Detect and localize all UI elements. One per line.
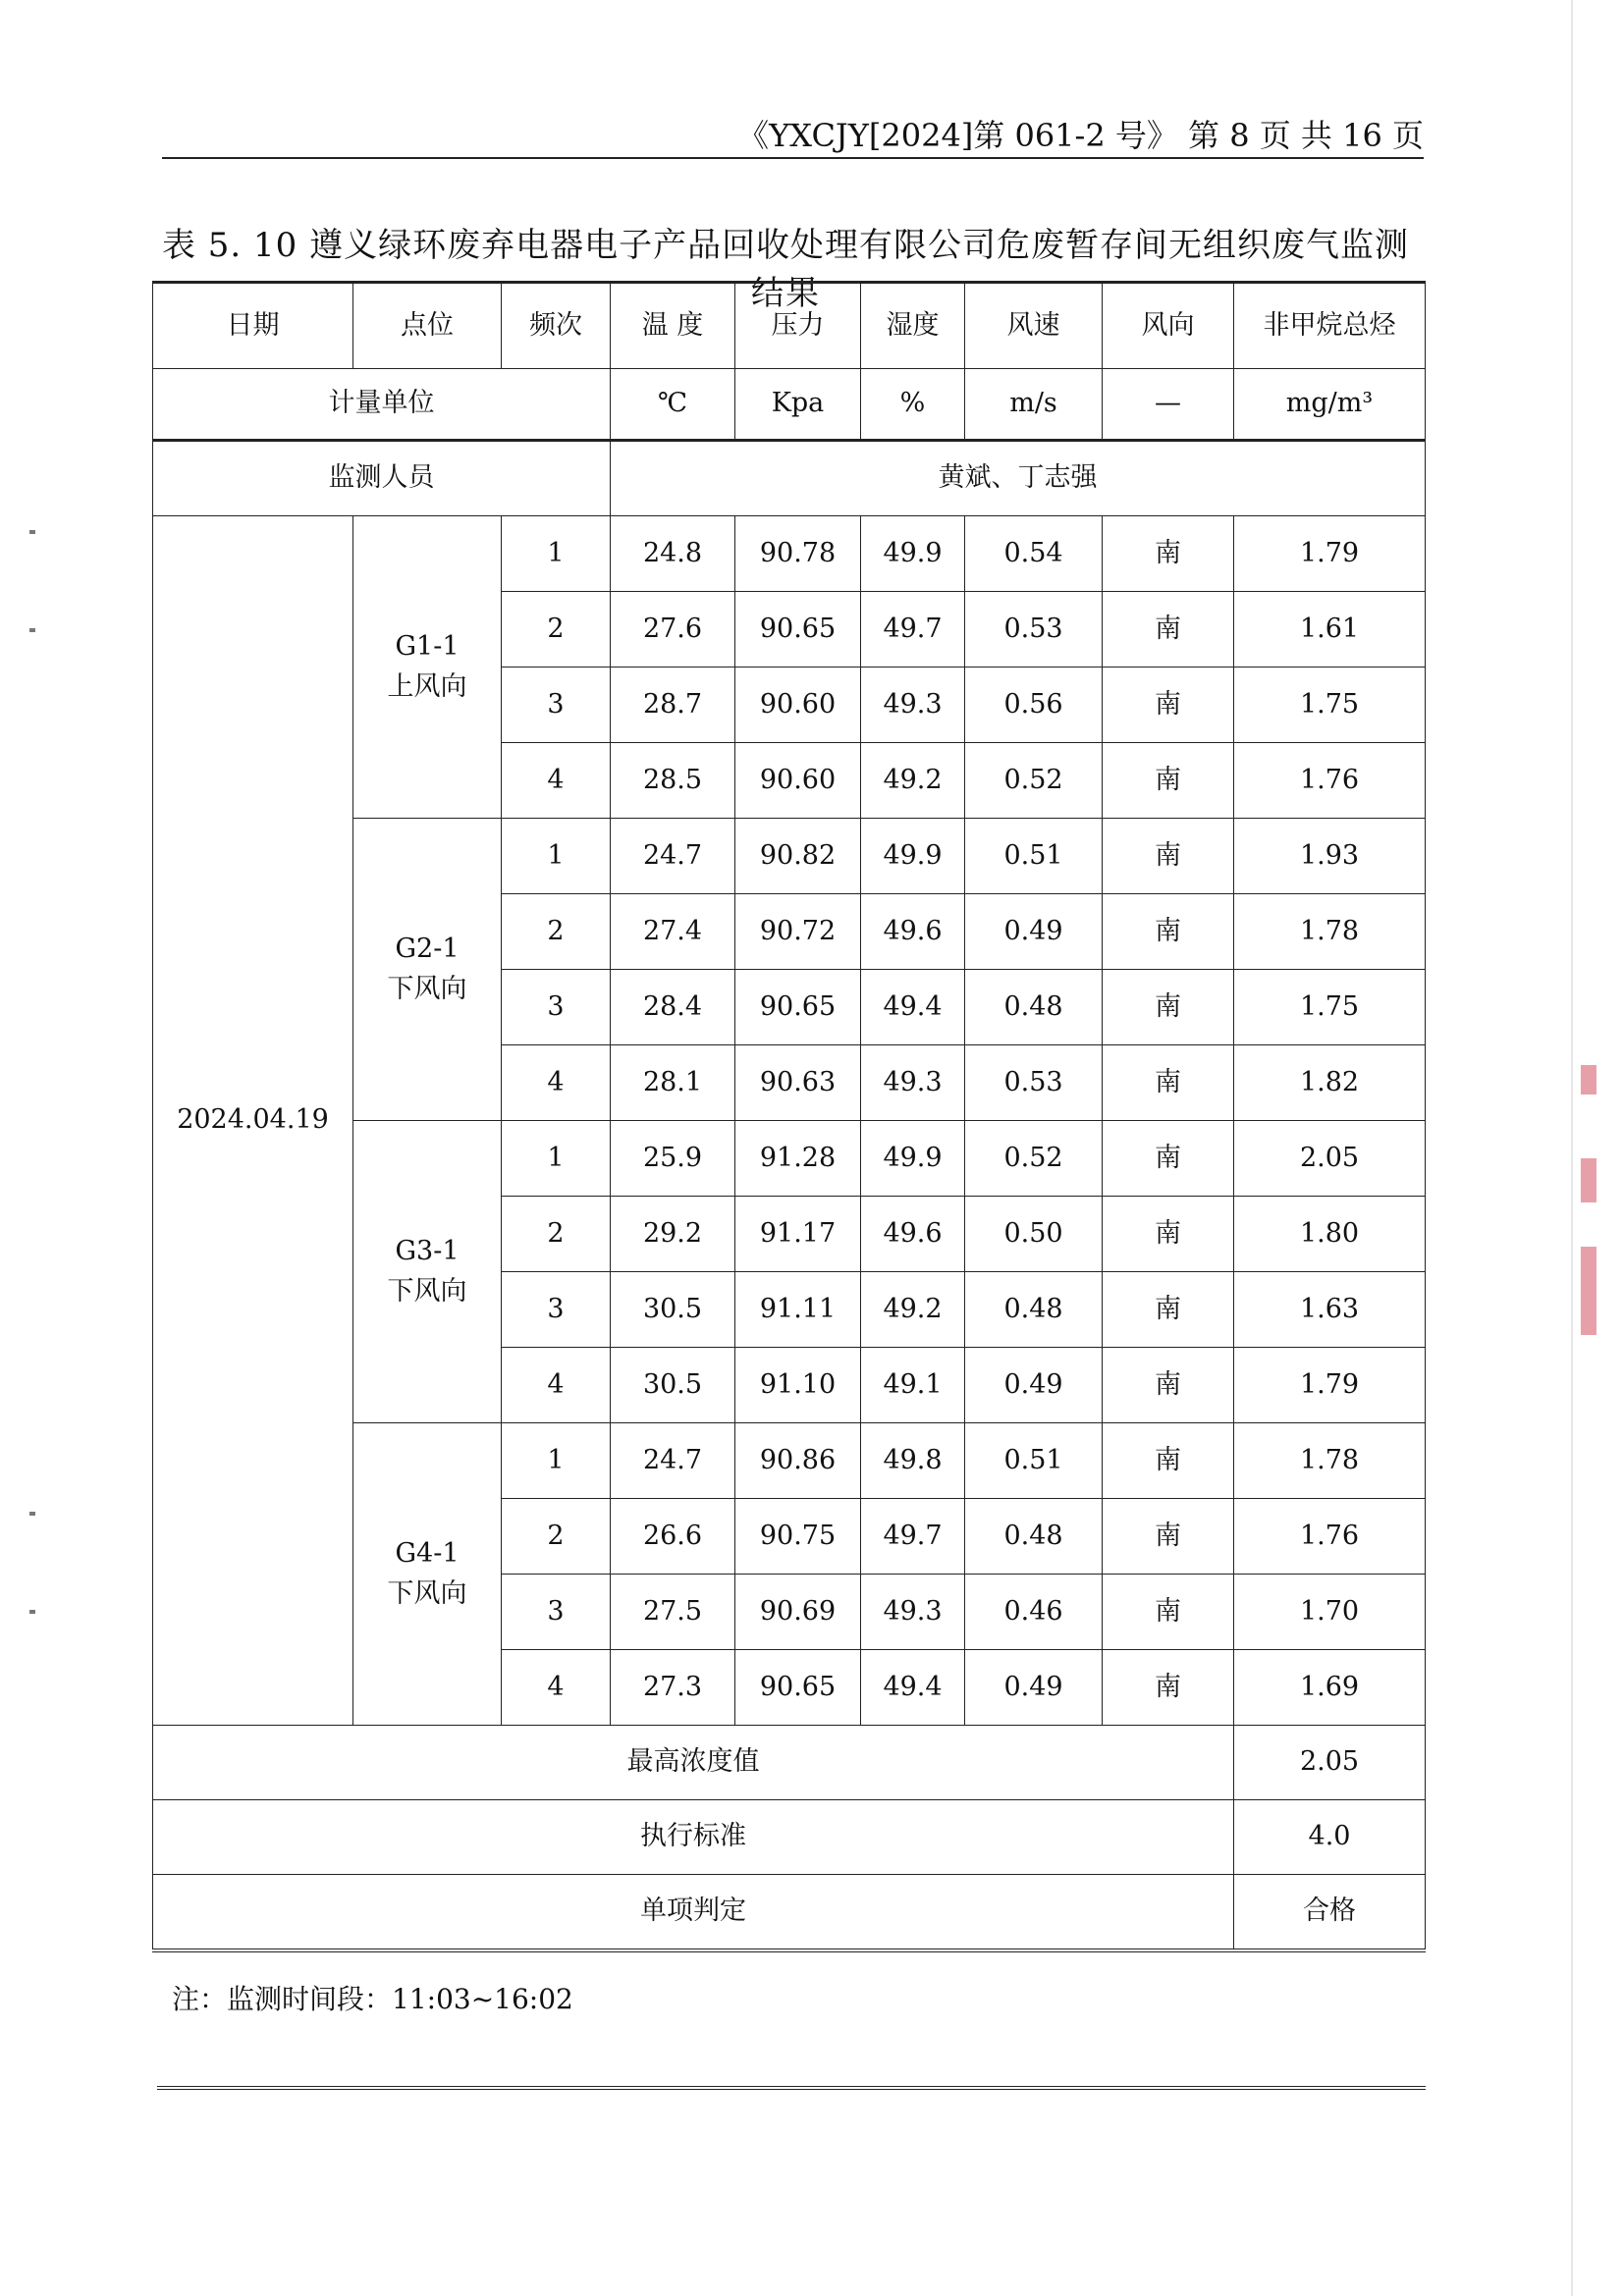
col-header-date: 日期 bbox=[153, 283, 353, 369]
humidity-cell: 49.6 bbox=[861, 894, 965, 970]
page-edge-line bbox=[1571, 0, 1573, 2296]
temperature-cell: 28.1 bbox=[611, 1045, 735, 1121]
wind-direction-cell: 南 bbox=[1103, 1423, 1234, 1499]
frequency-cell: 2 bbox=[502, 592, 611, 667]
frequency-cell: 3 bbox=[502, 1272, 611, 1348]
pressure-cell: 90.69 bbox=[735, 1575, 861, 1650]
humidity-cell: 49.3 bbox=[861, 1045, 965, 1121]
pressure-cell: 90.60 bbox=[735, 667, 861, 743]
nmhc-cell: 1.79 bbox=[1234, 516, 1426, 592]
staff-row bbox=[153, 441, 1426, 516]
scan-mark bbox=[29, 628, 35, 632]
table-title: 表 5. 10 遵义绿环废弃电器电子产品回收处理有限公司危废暂存间无组织废气监测结果 bbox=[161, 226, 1410, 313]
point-cell bbox=[353, 819, 502, 1121]
bottom-rule bbox=[157, 2086, 1426, 2090]
wind-direction-cell: 南 bbox=[1103, 1575, 1234, 1650]
wind-direction-cell: 南 bbox=[1103, 1197, 1234, 1272]
nmhc-cell: 1.75 bbox=[1234, 667, 1426, 743]
nmhc-cell: 1.76 bbox=[1234, 743, 1426, 819]
units-label: 计量单位 bbox=[153, 369, 611, 441]
wind-speed-cell: 0.49 bbox=[965, 1650, 1103, 1726]
frequency-cell: 1 bbox=[502, 1121, 611, 1197]
wind-speed-cell: 0.48 bbox=[965, 970, 1103, 1045]
summary-row bbox=[153, 1726, 1426, 1800]
summary-value: 4.0 bbox=[1234, 1800, 1426, 1875]
unit-wind-direction: — bbox=[1103, 369, 1234, 441]
wind-speed-cell: 0.52 bbox=[965, 1121, 1103, 1197]
scan-mark bbox=[29, 1512, 35, 1516]
unit-humidity: % bbox=[861, 369, 965, 441]
summary-row bbox=[153, 1800, 1426, 1875]
nmhc-cell: 1.82 bbox=[1234, 1045, 1426, 1121]
summary-label: 单项判定 bbox=[153, 1875, 1234, 1951]
nmhc-cell: 2.05 bbox=[1234, 1121, 1426, 1197]
pressure-cell: 90.63 bbox=[735, 1045, 861, 1121]
humidity-cell: 49.7 bbox=[861, 592, 965, 667]
header-row bbox=[153, 283, 1426, 369]
temperature-cell: 30.5 bbox=[611, 1272, 735, 1348]
pressure-cell: 91.17 bbox=[735, 1197, 861, 1272]
wind-direction-cell: 南 bbox=[1103, 970, 1234, 1045]
nmhc-cell: 1.61 bbox=[1234, 592, 1426, 667]
pressure-cell: 90.82 bbox=[735, 819, 861, 894]
col-header-pressure: 压力 bbox=[735, 283, 861, 369]
wind-speed-cell: 0.46 bbox=[965, 1575, 1103, 1650]
frequency-cell: 1 bbox=[502, 819, 611, 894]
col-header-nmhc: 非甲烷总烃 bbox=[1234, 283, 1426, 369]
temperature-cell: 27.6 bbox=[611, 592, 735, 667]
temperature-cell: 27.4 bbox=[611, 894, 735, 970]
temperature-cell: 26.6 bbox=[611, 1499, 735, 1575]
point-direction: 下风向 bbox=[387, 973, 467, 1004]
wind-speed-cell: 0.48 bbox=[965, 1499, 1103, 1575]
point-cell bbox=[353, 1423, 502, 1726]
note: 注：监测时间段：11:03~16:02 bbox=[172, 1983, 573, 2015]
wind-direction-cell: 南 bbox=[1103, 1121, 1234, 1197]
humidity-cell: 49.9 bbox=[861, 1121, 965, 1197]
frequency-cell: 3 bbox=[502, 667, 611, 743]
point-id: G1-1 bbox=[395, 631, 460, 662]
stamp-fragment bbox=[1581, 1158, 1596, 1202]
wind-speed-cell: 0.50 bbox=[965, 1197, 1103, 1272]
unit-pressure: Kpa bbox=[735, 369, 861, 441]
temperature-cell: 30.5 bbox=[611, 1348, 735, 1423]
wind-direction-cell: 南 bbox=[1103, 1499, 1234, 1575]
wind-direction-cell: 南 bbox=[1103, 1272, 1234, 1348]
temperature-cell: 27.3 bbox=[611, 1650, 735, 1726]
frequency-cell: 2 bbox=[502, 894, 611, 970]
temperature-cell: 25.9 bbox=[611, 1121, 735, 1197]
frequency-cell: 3 bbox=[502, 970, 611, 1045]
wind-speed-cell: 0.53 bbox=[965, 592, 1103, 667]
frequency-cell: 3 bbox=[502, 1575, 611, 1650]
pressure-cell: 90.86 bbox=[735, 1423, 861, 1499]
pressure-cell: 90.60 bbox=[735, 743, 861, 819]
point-direction: 下风向 bbox=[387, 1577, 467, 1609]
stamp-fragment bbox=[1581, 1247, 1596, 1335]
wind-direction-cell: 南 bbox=[1103, 819, 1234, 894]
nmhc-cell: 1.93 bbox=[1234, 819, 1426, 894]
pressure-cell: 90.78 bbox=[735, 516, 861, 592]
nmhc-cell: 1.80 bbox=[1234, 1197, 1426, 1272]
col-header-humidity: 湿度 bbox=[861, 283, 965, 369]
col-header-point: 点位 bbox=[353, 283, 502, 369]
frequency-cell: 1 bbox=[502, 1423, 611, 1499]
col-header-frequency: 频次 bbox=[502, 283, 611, 369]
temperature-cell: 24.8 bbox=[611, 516, 735, 592]
humidity-cell: 49.9 bbox=[861, 516, 965, 592]
wind-direction-cell: 南 bbox=[1103, 743, 1234, 819]
frequency-cell: 4 bbox=[502, 743, 611, 819]
humidity-cell: 49.2 bbox=[861, 1272, 965, 1348]
unit-nmhc: mg/m³ bbox=[1234, 369, 1426, 441]
pressure-cell: 91.28 bbox=[735, 1121, 861, 1197]
unit-wind-speed: m/s bbox=[965, 369, 1103, 441]
nmhc-cell: 1.75 bbox=[1234, 970, 1426, 1045]
wind-speed-cell: 0.56 bbox=[965, 667, 1103, 743]
wind-speed-cell: 0.48 bbox=[965, 1272, 1103, 1348]
point-cell bbox=[353, 516, 502, 819]
monitoring-results-table bbox=[152, 281, 1426, 1952]
col-header-temperature: 温 度 bbox=[611, 283, 735, 369]
temperature-cell: 24.7 bbox=[611, 1423, 735, 1499]
humidity-cell: 49.7 bbox=[861, 1499, 965, 1575]
col-header-wind-direction: 风向 bbox=[1103, 283, 1234, 369]
humidity-cell: 49.4 bbox=[861, 970, 965, 1045]
wind-speed-cell: 0.54 bbox=[965, 516, 1103, 592]
wind-direction-cell: 南 bbox=[1103, 516, 1234, 592]
wind-speed-cell: 0.51 bbox=[965, 819, 1103, 894]
frequency-cell: 1 bbox=[502, 516, 611, 592]
temperature-cell: 28.5 bbox=[611, 743, 735, 819]
humidity-cell: 49.8 bbox=[861, 1423, 965, 1499]
pressure-cell: 90.72 bbox=[735, 894, 861, 970]
point-id: G4-1 bbox=[395, 1538, 460, 1569]
col-header-wind-speed: 风速 bbox=[965, 283, 1103, 369]
nmhc-cell: 1.78 bbox=[1234, 894, 1426, 970]
pressure-cell: 91.10 bbox=[735, 1348, 861, 1423]
date-cell: 2024.04.19 bbox=[153, 516, 353, 1726]
nmhc-cell: 1.69 bbox=[1234, 1650, 1426, 1726]
frequency-cell: 2 bbox=[502, 1499, 611, 1575]
humidity-cell: 49.3 bbox=[861, 667, 965, 743]
summary-row bbox=[153, 1875, 1426, 1951]
nmhc-cell: 1.63 bbox=[1234, 1272, 1426, 1348]
point-direction: 下风向 bbox=[387, 1275, 467, 1307]
nmhc-cell: 1.70 bbox=[1234, 1575, 1426, 1650]
point-id: G3-1 bbox=[395, 1236, 460, 1266]
scan-mark bbox=[29, 530, 35, 534]
wind-direction-cell: 南 bbox=[1103, 592, 1234, 667]
frequency-cell: 4 bbox=[502, 1348, 611, 1423]
units-row bbox=[153, 369, 1426, 441]
temperature-cell: 24.7 bbox=[611, 819, 735, 894]
nmhc-cell: 1.79 bbox=[1234, 1348, 1426, 1423]
humidity-cell: 49.9 bbox=[861, 819, 965, 894]
pressure-cell: 90.65 bbox=[735, 970, 861, 1045]
wind-direction-cell: 南 bbox=[1103, 1348, 1234, 1423]
nmhc-cell: 1.78 bbox=[1234, 1423, 1426, 1499]
humidity-cell: 49.1 bbox=[861, 1348, 965, 1423]
summary-label: 执行标准 bbox=[153, 1800, 1234, 1875]
pressure-cell: 91.11 bbox=[735, 1272, 861, 1348]
staff-value: 黄斌、丁志强 bbox=[611, 441, 1426, 516]
wind-speed-cell: 0.51 bbox=[965, 1423, 1103, 1499]
stamp-fragment bbox=[1581, 1065, 1596, 1095]
point-cell bbox=[353, 1121, 502, 1423]
pressure-cell: 90.75 bbox=[735, 1499, 861, 1575]
summary-value: 2.05 bbox=[1234, 1726, 1426, 1800]
staff-label: 监测人员 bbox=[153, 441, 611, 516]
temperature-cell: 29.2 bbox=[611, 1197, 735, 1272]
temperature-cell: 27.5 bbox=[611, 1575, 735, 1650]
humidity-cell: 49.4 bbox=[861, 1650, 965, 1726]
wind-direction-cell: 南 bbox=[1103, 894, 1234, 970]
humidity-cell: 49.3 bbox=[861, 1575, 965, 1650]
unit-temp: ℃ bbox=[611, 369, 735, 441]
table-row bbox=[153, 516, 1426, 592]
wind-speed-cell: 0.53 bbox=[965, 1045, 1103, 1121]
temperature-cell: 28.7 bbox=[611, 667, 735, 743]
frequency-cell: 4 bbox=[502, 1045, 611, 1121]
temperature-cell: 28.4 bbox=[611, 970, 735, 1045]
humidity-cell: 49.2 bbox=[861, 743, 965, 819]
wind-direction-cell: 南 bbox=[1103, 667, 1234, 743]
page-header: 《YXCJY[2024]第 061-2 号》 第 8 页 共 16 页 bbox=[162, 114, 1424, 159]
point-direction: 上风向 bbox=[387, 670, 467, 702]
wind-direction-cell: 南 bbox=[1103, 1045, 1234, 1121]
wind-speed-cell: 0.52 bbox=[965, 743, 1103, 819]
frequency-cell: 4 bbox=[502, 1650, 611, 1726]
pressure-cell: 90.65 bbox=[735, 1650, 861, 1726]
summary-label: 最高浓度值 bbox=[153, 1726, 1234, 1800]
wind-speed-cell: 0.49 bbox=[965, 894, 1103, 970]
point-id: G2-1 bbox=[395, 934, 460, 964]
pressure-cell: 90.65 bbox=[735, 592, 861, 667]
scan-mark bbox=[29, 1610, 35, 1614]
wind-direction-cell: 南 bbox=[1103, 1650, 1234, 1726]
wind-speed-cell: 0.49 bbox=[965, 1348, 1103, 1423]
summary-value: 合格 bbox=[1234, 1875, 1426, 1951]
frequency-cell: 2 bbox=[502, 1197, 611, 1272]
humidity-cell: 49.6 bbox=[861, 1197, 965, 1272]
nmhc-cell: 1.76 bbox=[1234, 1499, 1426, 1575]
